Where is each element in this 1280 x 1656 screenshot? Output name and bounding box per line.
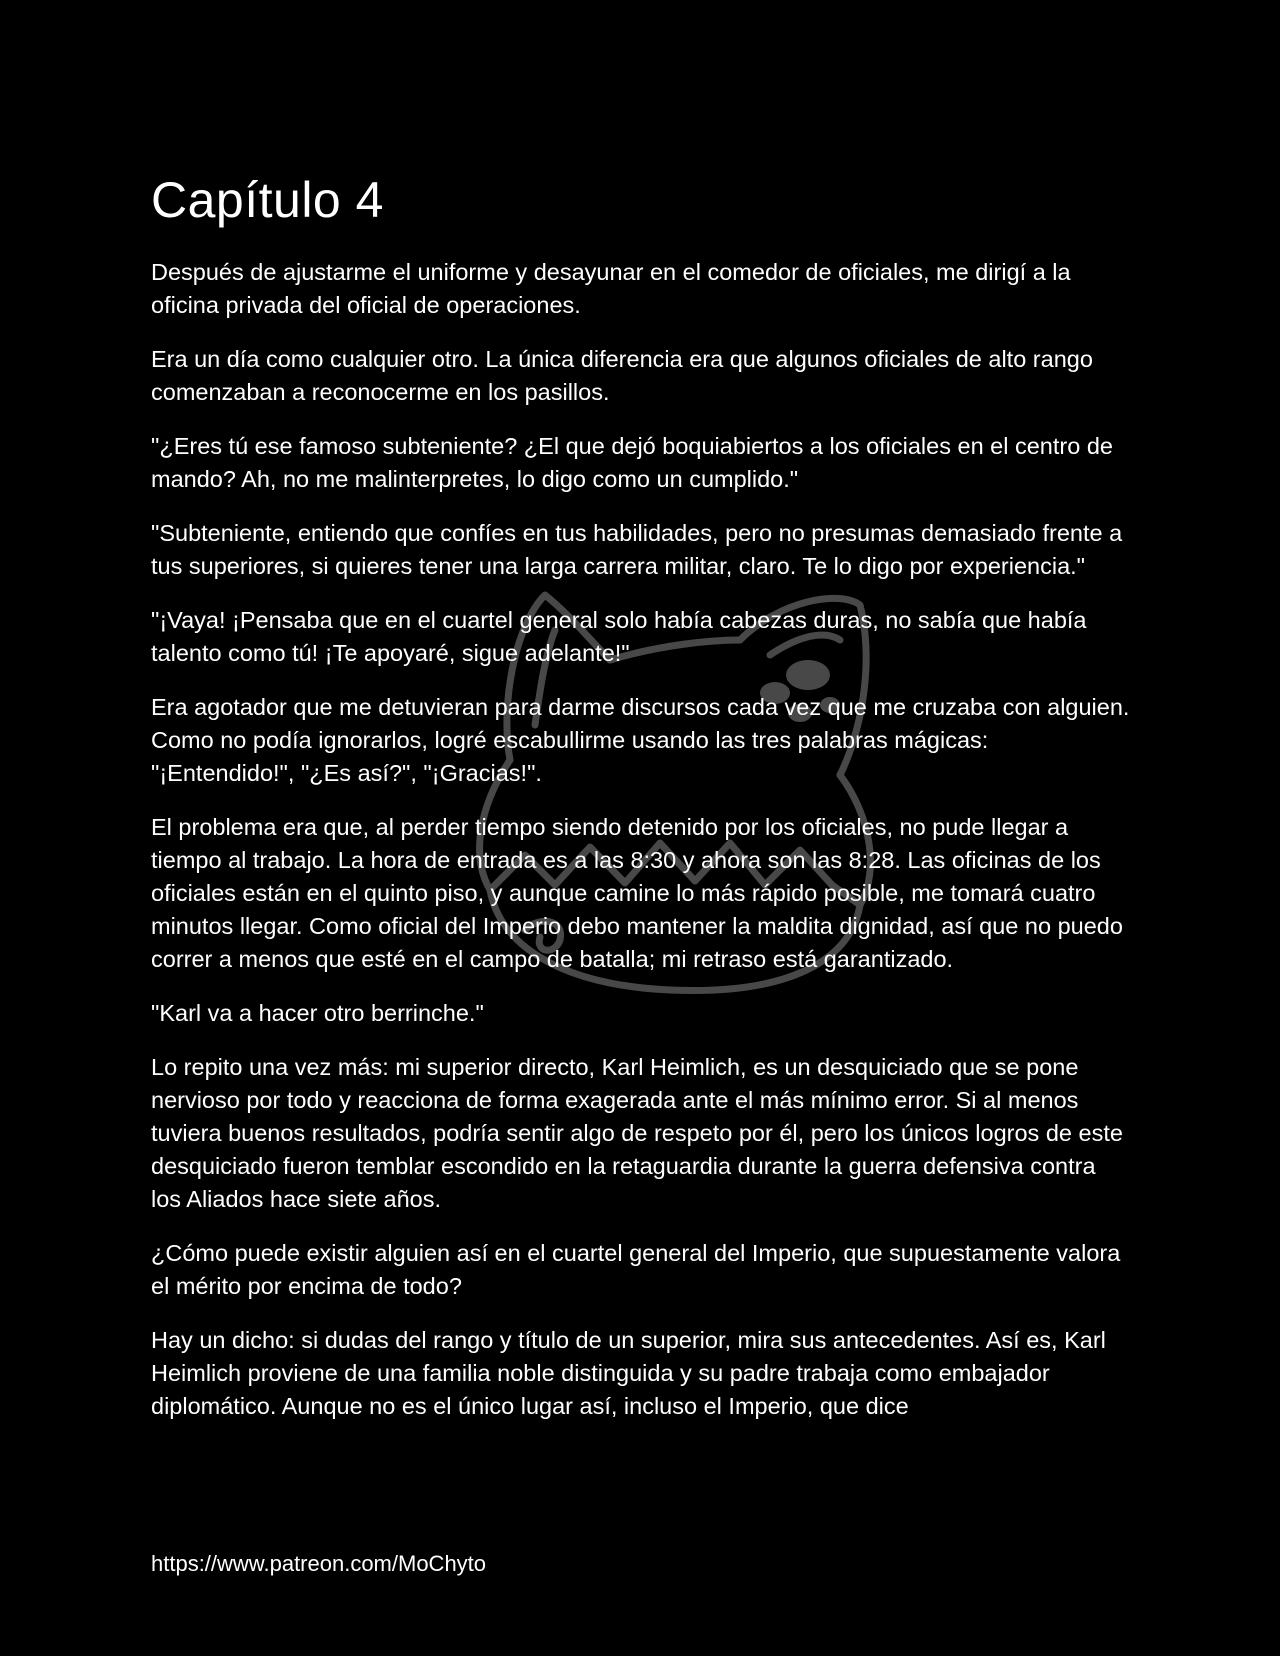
paragraph: Lo repito una vez más: mi superior directo, Karl Heimlich, es un desquiciado que se pone nervioso por todo y reacciona de forma exagerada ante el más mínimo error. Si al menos tuviera buenos resultados, podría sentir algo de respeto por él, pero los únicos logros de este desquiciado fueron temblar escondido en la retaguardia durante la guerra defensiva contra los Aliados hace siete años. bbox=[151, 1054, 1123, 1212]
document-body bbox=[151, 172, 1131, 1444]
footer-patreon-link[interactable]: https://www.patreon.com/MoChyto bbox=[151, 1551, 487, 1576]
paragraph: El problema era que, al perder tiempo siendo detenido por los oficiales, no pude llegar a tiempo al trabajo. La hora de entrada es a las 8:30 y ahora son las 8:28. Las oficinas de los oficiales están en el quinto piso, y aunque camine lo más rápido posible, me tomará cuatro minutos llegar. Como oficial del Imperio debo mantener la maldita dignidad, así que no puedo correr a menos que esté en el campo de batalla; mi retraso está garantizado. bbox=[151, 814, 1123, 972]
paragraph: ¿Cómo puede existir alguien así en el cuartel general del Imperio, que supuestamente valora el mérito por encima de todo? bbox=[151, 1240, 1121, 1299]
paragraph: Era un día como cualquier otro. La única diferencia era que algunos oficiales de alto rango comenzaban a reconocerme en los pasillos. bbox=[151, 346, 1093, 405]
paragraph: "Karl va a hacer otro berrinche." bbox=[151, 1000, 484, 1026]
paragraph: Hay un dicho: si dudas del rango y título de un superior, mira sus antecedentes. Así es, Karl Heimlich proviene de una familia noble distinguida y su padre trabaja como embajador diplomático. Aunque no es el único lugar así, incluso el Imperio, que dice bbox=[151, 1327, 1106, 1419]
chapter-title: Capítulo 4 bbox=[151, 172, 384, 228]
paragraph: Después de ajustarme el uniforme y desayunar en el comedor de oficiales, me dirigí a la oficina privada del oficial de operaciones. bbox=[151, 259, 1071, 318]
paragraph: Era agotador que me detuvieran para darme discursos cada vez que me cruzaba con alguien. Como no podía ignorarlos, logré escabullirme usando las tres palabras mágicas: "¡Entendido!", "¿Es así?", "¡Gracias!". bbox=[151, 694, 1130, 786]
paragraph: "¡Vaya! ¡Pensaba que en el cuartel general solo había cabezas duras, no sabía que había talento como tú! ¡Te apoyaré, sigue adelante!" bbox=[151, 607, 1087, 666]
paragraph: "Subteniente, entiendo que confíes en tus habilidades, pero no presumas demasiado frente a tus superiores, si quieres tener una larga carrera militar, claro. Te lo digo por experiencia." bbox=[151, 520, 1123, 579]
paragraph: "¿Eres tú ese famoso subteniente? ¿El que dejó boquiabiertos a los oficiales en el centro de mando? Ah, no me malinterpretes, lo digo como un cumplido." bbox=[151, 433, 1113, 492]
